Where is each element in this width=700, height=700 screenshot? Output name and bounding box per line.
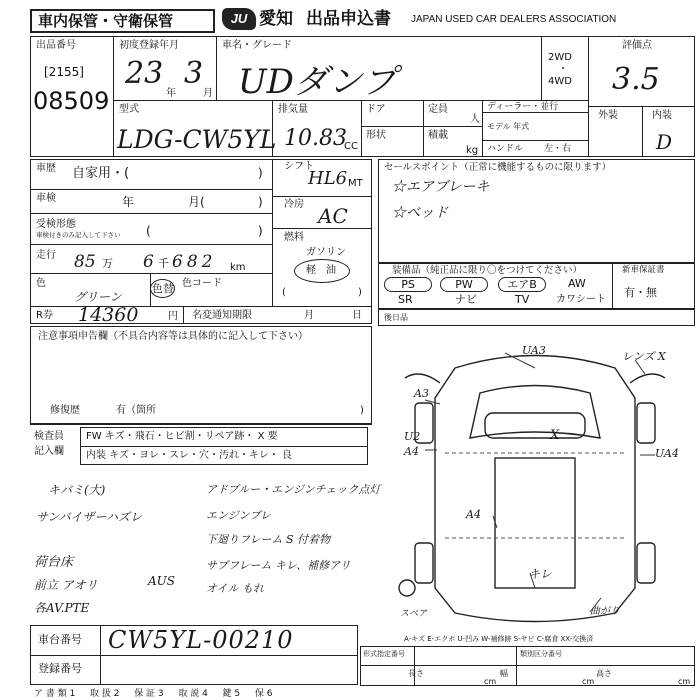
width-label: 幅 — [500, 669, 508, 678]
new-car-warranty-label: 新車保証書 — [622, 265, 665, 275]
load-label: 積載 — [428, 130, 448, 141]
interior-label: 内装 — [652, 110, 672, 121]
acceptance-open: ( — [146, 224, 151, 238]
height-unit: cm — [678, 677, 691, 686]
association-name: JAPAN USED CAR DEALERS ASSOCIATION — [411, 14, 617, 25]
comment-left-mark: AUS — [148, 574, 175, 588]
fuel-diesel: 軽 油 — [306, 265, 336, 276]
displacement-unit: CC — [344, 141, 358, 152]
chassis-label: 車台番号 — [38, 633, 82, 646]
inspection-year-unit: 年 — [122, 195, 135, 209]
damage-kire: キレ — [528, 567, 552, 581]
length-unit: cm — [484, 677, 497, 686]
mileage-rest: 682 — [172, 252, 217, 272]
mileage-man-unit: 万 — [102, 257, 113, 270]
equip-aw: AW — [568, 277, 586, 290]
fuel-close: ) — [358, 287, 362, 298]
name-notice-day: 日 — [352, 310, 362, 321]
inspector-int-row: 内装 キズ・ヨレ・スレ・穴・汚れ・キレ・ 良 — [86, 450, 293, 461]
vehicle-name-label: 車名・グレード — [222, 40, 292, 51]
history-close: ) — [258, 166, 263, 180]
class-number-label: 類別区分番号 — [520, 650, 562, 658]
aircon-value: AC — [318, 204, 348, 228]
fuel-gasoline: ガソリン — [306, 247, 346, 258]
form-title: 出品申込書 — [306, 9, 391, 29]
comment-left-2: サンバイザーハズレ — [36, 510, 142, 524]
inspection-close: ) — [258, 195, 263, 209]
sales-point-item-2: ☆ベッド — [392, 205, 448, 221]
equip-sr: SR — [398, 293, 413, 306]
inspector-label-1: 検査員 — [34, 431, 64, 442]
registration-month: 3 — [184, 56, 204, 91]
lot-sub-number: [2155] — [44, 65, 84, 79]
mileage-unit: km — [230, 262, 246, 273]
color-change-circle — [150, 279, 175, 298]
repair-close: ) — [360, 405, 364, 416]
equipment-label: 装備品（純正品に限り〇をつけてください） — [392, 265, 583, 276]
drive-2wd: 2WD — [548, 52, 572, 63]
inspection-month-unit: 月( — [188, 195, 205, 209]
fuel-label: 燃料 — [284, 232, 304, 243]
score-value: 3.5 — [612, 62, 660, 97]
comment-right-5: オイル もれ — [206, 582, 264, 595]
equip-pw: PW — [440, 277, 488, 292]
footer-documents: ア 書 類 1 取 扱 2 保 証 3 取 説 4 鍵 5 保 6 — [34, 689, 273, 699]
damage-spare: スペア — [400, 609, 428, 619]
score-label: 評価点 — [622, 40, 652, 51]
lot-label: 出品番号 — [36, 40, 76, 51]
inspection-label: 車検 — [36, 193, 56, 204]
acceptance-close: ) — [258, 224, 263, 238]
shift-value: HL6 — [308, 168, 348, 189]
name-notice-month: 月 — [304, 310, 314, 321]
door-label: ドア — [366, 104, 386, 115]
retrofit-block — [378, 309, 695, 326]
drive-4wd: 4WD — [548, 76, 572, 87]
vehicle-name: UDダンプ — [238, 62, 397, 102]
reg-label: 登録番号 — [38, 662, 82, 675]
recycle-label: R券 — [36, 310, 53, 321]
registration-year: 23 — [125, 56, 164, 91]
equip-ps: PS — [384, 277, 432, 292]
model-year-label: モデル 年式 — [487, 122, 530, 131]
shift-suffix: MT — [348, 178, 363, 189]
exterior-label: 外装 — [598, 110, 618, 121]
shift-label: シフト — [284, 161, 314, 172]
model-value: LDG-CW5YL — [117, 125, 277, 154]
width-unit: cm — [582, 677, 595, 686]
equip-tv: TV — [515, 293, 530, 306]
comment-left-5: 各AV.PTE — [34, 601, 90, 615]
damage-lens: レンズ X — [622, 350, 666, 363]
notes-label: 注意事項申告欄（不具合内容等は具体的に記入して下さい） — [38, 331, 308, 342]
equip-navi: ナビ — [455, 293, 477, 306]
color-change-label: 色替 — [152, 282, 174, 295]
comment-left-4: 前立 アオリ — [34, 578, 98, 592]
handle-label: ハンドル — [487, 144, 524, 154]
registration-label: 初度登録年月 — [119, 40, 179, 51]
brand-region: 愛知 — [259, 9, 293, 29]
inspector-label-2: 記入欄 — [34, 446, 64, 457]
capacity-label: 定員 — [428, 104, 448, 115]
mileage-sen: 6 — [143, 252, 154, 272]
handle-value: 左・右 — [544, 144, 572, 154]
interior-value: D — [656, 130, 673, 154]
damage-a4-bed: A4 — [466, 508, 481, 521]
recycle-value: 14360 — [78, 304, 139, 326]
dealer-label: ディーラー・並行 — [487, 102, 559, 112]
equip-air-brake: エアB — [498, 277, 546, 292]
height-label: 高さ — [596, 669, 612, 678]
comment-right-1: アドブルー・エンジンチェック点灯 — [206, 483, 381, 496]
damage-ua3: UA3 — [522, 344, 546, 357]
color-code-label: 色コード — [182, 278, 222, 289]
retrofit-label: 後日品 — [384, 313, 408, 322]
displacement-value: 10.83 — [284, 126, 347, 151]
fuel-open: ( — [282, 287, 286, 298]
load-unit: kg — [466, 145, 479, 156]
comment-left-3: 荷台床 — [34, 555, 74, 570]
model-label: 型式 — [119, 104, 139, 115]
inspector-fw-row: FW キズ・飛石・ヒビ割・リペア跡・ X 要 — [86, 431, 278, 442]
displacement-label: 排気量 — [278, 104, 308, 115]
damage-u2: U2 — [404, 430, 421, 443]
comment-right-4: サブフレーム キレ、補修アリ — [206, 559, 351, 572]
acceptance-note: 車検付きのみ記入して下さい — [36, 231, 121, 239]
damage-x: X — [550, 428, 560, 443]
history-value: 自家用・( — [72, 166, 130, 181]
shape-label: 形状 — [366, 130, 386, 141]
repair-label: 修復歴 — [50, 405, 80, 416]
registration-year-unit: 年 — [166, 88, 176, 99]
damage-bent: 曲がり — [590, 606, 620, 617]
comment-left-1: キバミ(大) — [48, 483, 106, 497]
damage-ua4: UA4 — [655, 447, 679, 460]
sales-point-item-1: ☆エアブレーキ — [392, 179, 490, 195]
capacity-unit: 人 — [470, 114, 480, 125]
color-value: グリーン — [74, 290, 122, 304]
storage-text: 車内保管・守衛保管 — [38, 12, 174, 30]
new-car-warranty-value: 有・無 — [624, 286, 657, 299]
lot-number: 08509 — [33, 87, 110, 115]
brand-logo: JU — [222, 8, 256, 30]
length-label: 長さ — [408, 669, 424, 678]
vehicle-damage-diagram — [385, 338, 695, 638]
damage-legend: A-キズ E-エクボ U-凹み W-補修跡 S-サビ C-腐食 XX-交換済 — [404, 635, 594, 643]
registration-month-unit: 月 — [203, 88, 213, 99]
repair-value: 有（箇所 — [116, 405, 156, 416]
comment-right-3: 下廻りフレーム S 付着物 — [206, 533, 331, 546]
acceptance-label: 受検形態 — [36, 219, 76, 230]
name-notice-label: 名変通知期限 — [192, 310, 252, 321]
equip-leather-seat: カワシート — [556, 294, 606, 305]
damage-a4-left: A4 — [404, 445, 419, 458]
drive-separator: ・ — [558, 64, 568, 75]
mileage-man: 85 — [74, 252, 96, 272]
history-label: 車歴 — [36, 163, 56, 174]
recycle-unit: 円 — [168, 311, 178, 322]
aircon-label: 冷房 — [284, 199, 304, 210]
mileage-sen-unit: 千 — [158, 257, 169, 270]
mileage-label: 走行 — [36, 250, 56, 261]
damage-a3: A3 — [414, 387, 429, 400]
sales-point-label: セールスポイント（正常に機能するものに限ります） — [384, 162, 612, 173]
chassis-value: CW5YL-00210 — [108, 626, 294, 654]
color-label: 色 — [36, 278, 46, 289]
type-approval-label: 形式指定番号 — [363, 650, 405, 658]
comment-right-2: エンジンブレ — [206, 509, 272, 522]
